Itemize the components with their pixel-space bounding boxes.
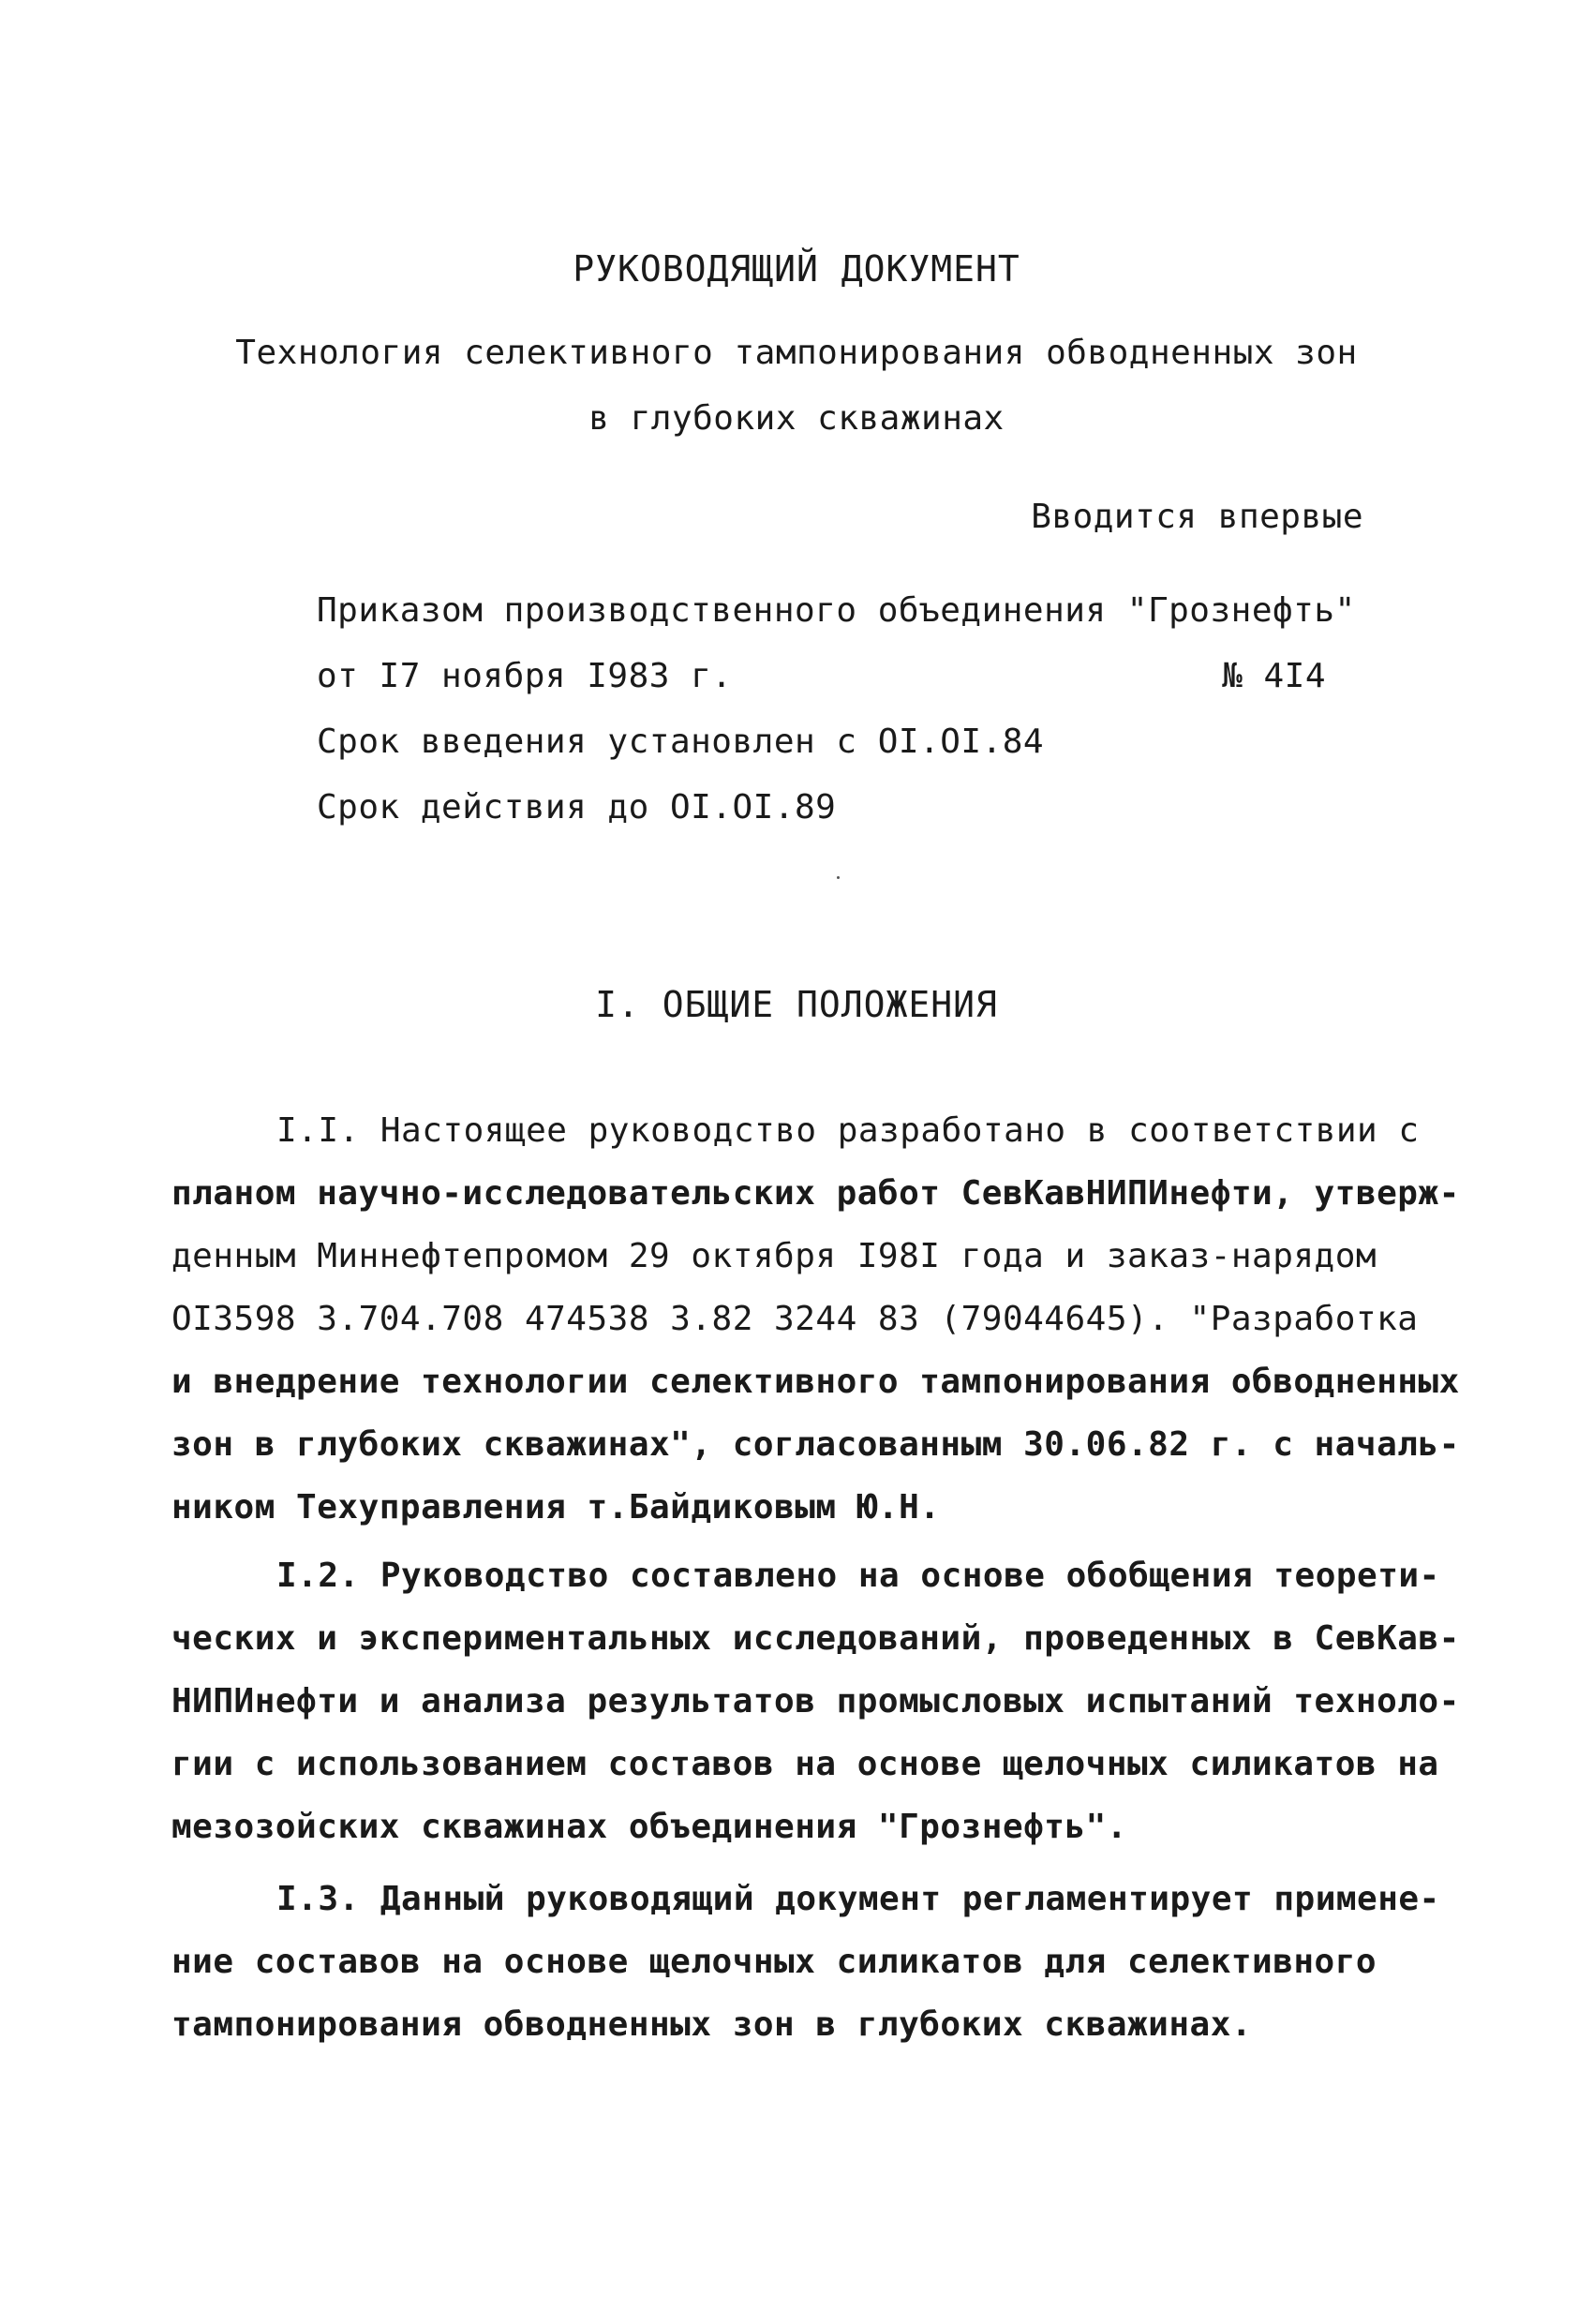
document-title-line-1: Технология селективного тампонирования обводненных зон xyxy=(235,334,1358,372)
paragraph-1-2-line-5: мезозойских скважинах объединения "Грознефть". xyxy=(171,1808,1127,1846)
paragraph-1-2-line-4: гии с использованием составов на основе щелочных силикатов на xyxy=(171,1745,1439,1783)
section-heading: I. ОБЩИЕ ПОЛОЖЕНИЯ xyxy=(595,984,998,1025)
paragraph-1-1-line-7: ником Техуправления т.Байдиковым Ю.Н. xyxy=(171,1488,941,1527)
paragraph-1-2-line-3: НИПИнефти и анализа результатов промысловых испытаний техноло- xyxy=(171,1682,1460,1721)
introduced-note: Вводится впервые xyxy=(1031,498,1363,536)
scan-speck xyxy=(837,876,840,879)
paragraph-1-1-line-6: зон в глубоких скважинах", согласованным 30.06.82 г. с началь- xyxy=(171,1425,1460,1464)
paragraph-1-1-line-1: I.I. Настоящее руководство разработано в соответствии с xyxy=(276,1111,1420,1150)
order-number: № 4I4 xyxy=(1222,657,1326,695)
paragraph-1-1-line-3: денным Миннефтепромом 29 октября I98I года и заказ-нарядом xyxy=(171,1237,1377,1275)
order-line: Приказом производственного объединения "Грознефть" xyxy=(317,591,1356,630)
paragraph-1-2-line-1: I.2. Руководство составлено на основе обобщения теорети- xyxy=(276,1557,1440,1595)
paragraph-1-3-line-3: тампонирования обводненных зон в глубоких скважинах. xyxy=(171,2005,1253,2044)
order-date: от I7 ноября I983 г. xyxy=(317,657,733,695)
validity-date: Срок действия до OI.OI.89 xyxy=(317,788,837,827)
paragraph-1-3-line-1: I.3. Данный руководящий документ регламентирует примене- xyxy=(276,1880,1440,1918)
paragraph-1-1-line-5: и внедрение технологии селективного тампонирования обводненных xyxy=(171,1363,1460,1401)
paragraph-1-1-line-2: планом научно-исследовательских работ СевКавНИПИнефти, утверж- xyxy=(171,1174,1460,1213)
effective-date: Срок введения установлен с OI.OI.84 xyxy=(317,723,1045,761)
paragraph-1-1-line-4: OI3598 3.704.708 474538 3.82 3244 83 (79044645). "Разработка xyxy=(171,1300,1419,1338)
paragraph-1-3-line-2: ние составов на основе щелочных силикатов для селективного xyxy=(171,1943,1377,1981)
paragraph-1-2-line-2: ческих и экспериментальных исследований, проведенных в СевКав- xyxy=(171,1619,1460,1658)
document-title-line-2: в глубоких скважинах xyxy=(588,399,1005,438)
document-type-heading: РУКОВОДЯЩИЙ ДОКУМЕНТ xyxy=(573,248,1020,290)
